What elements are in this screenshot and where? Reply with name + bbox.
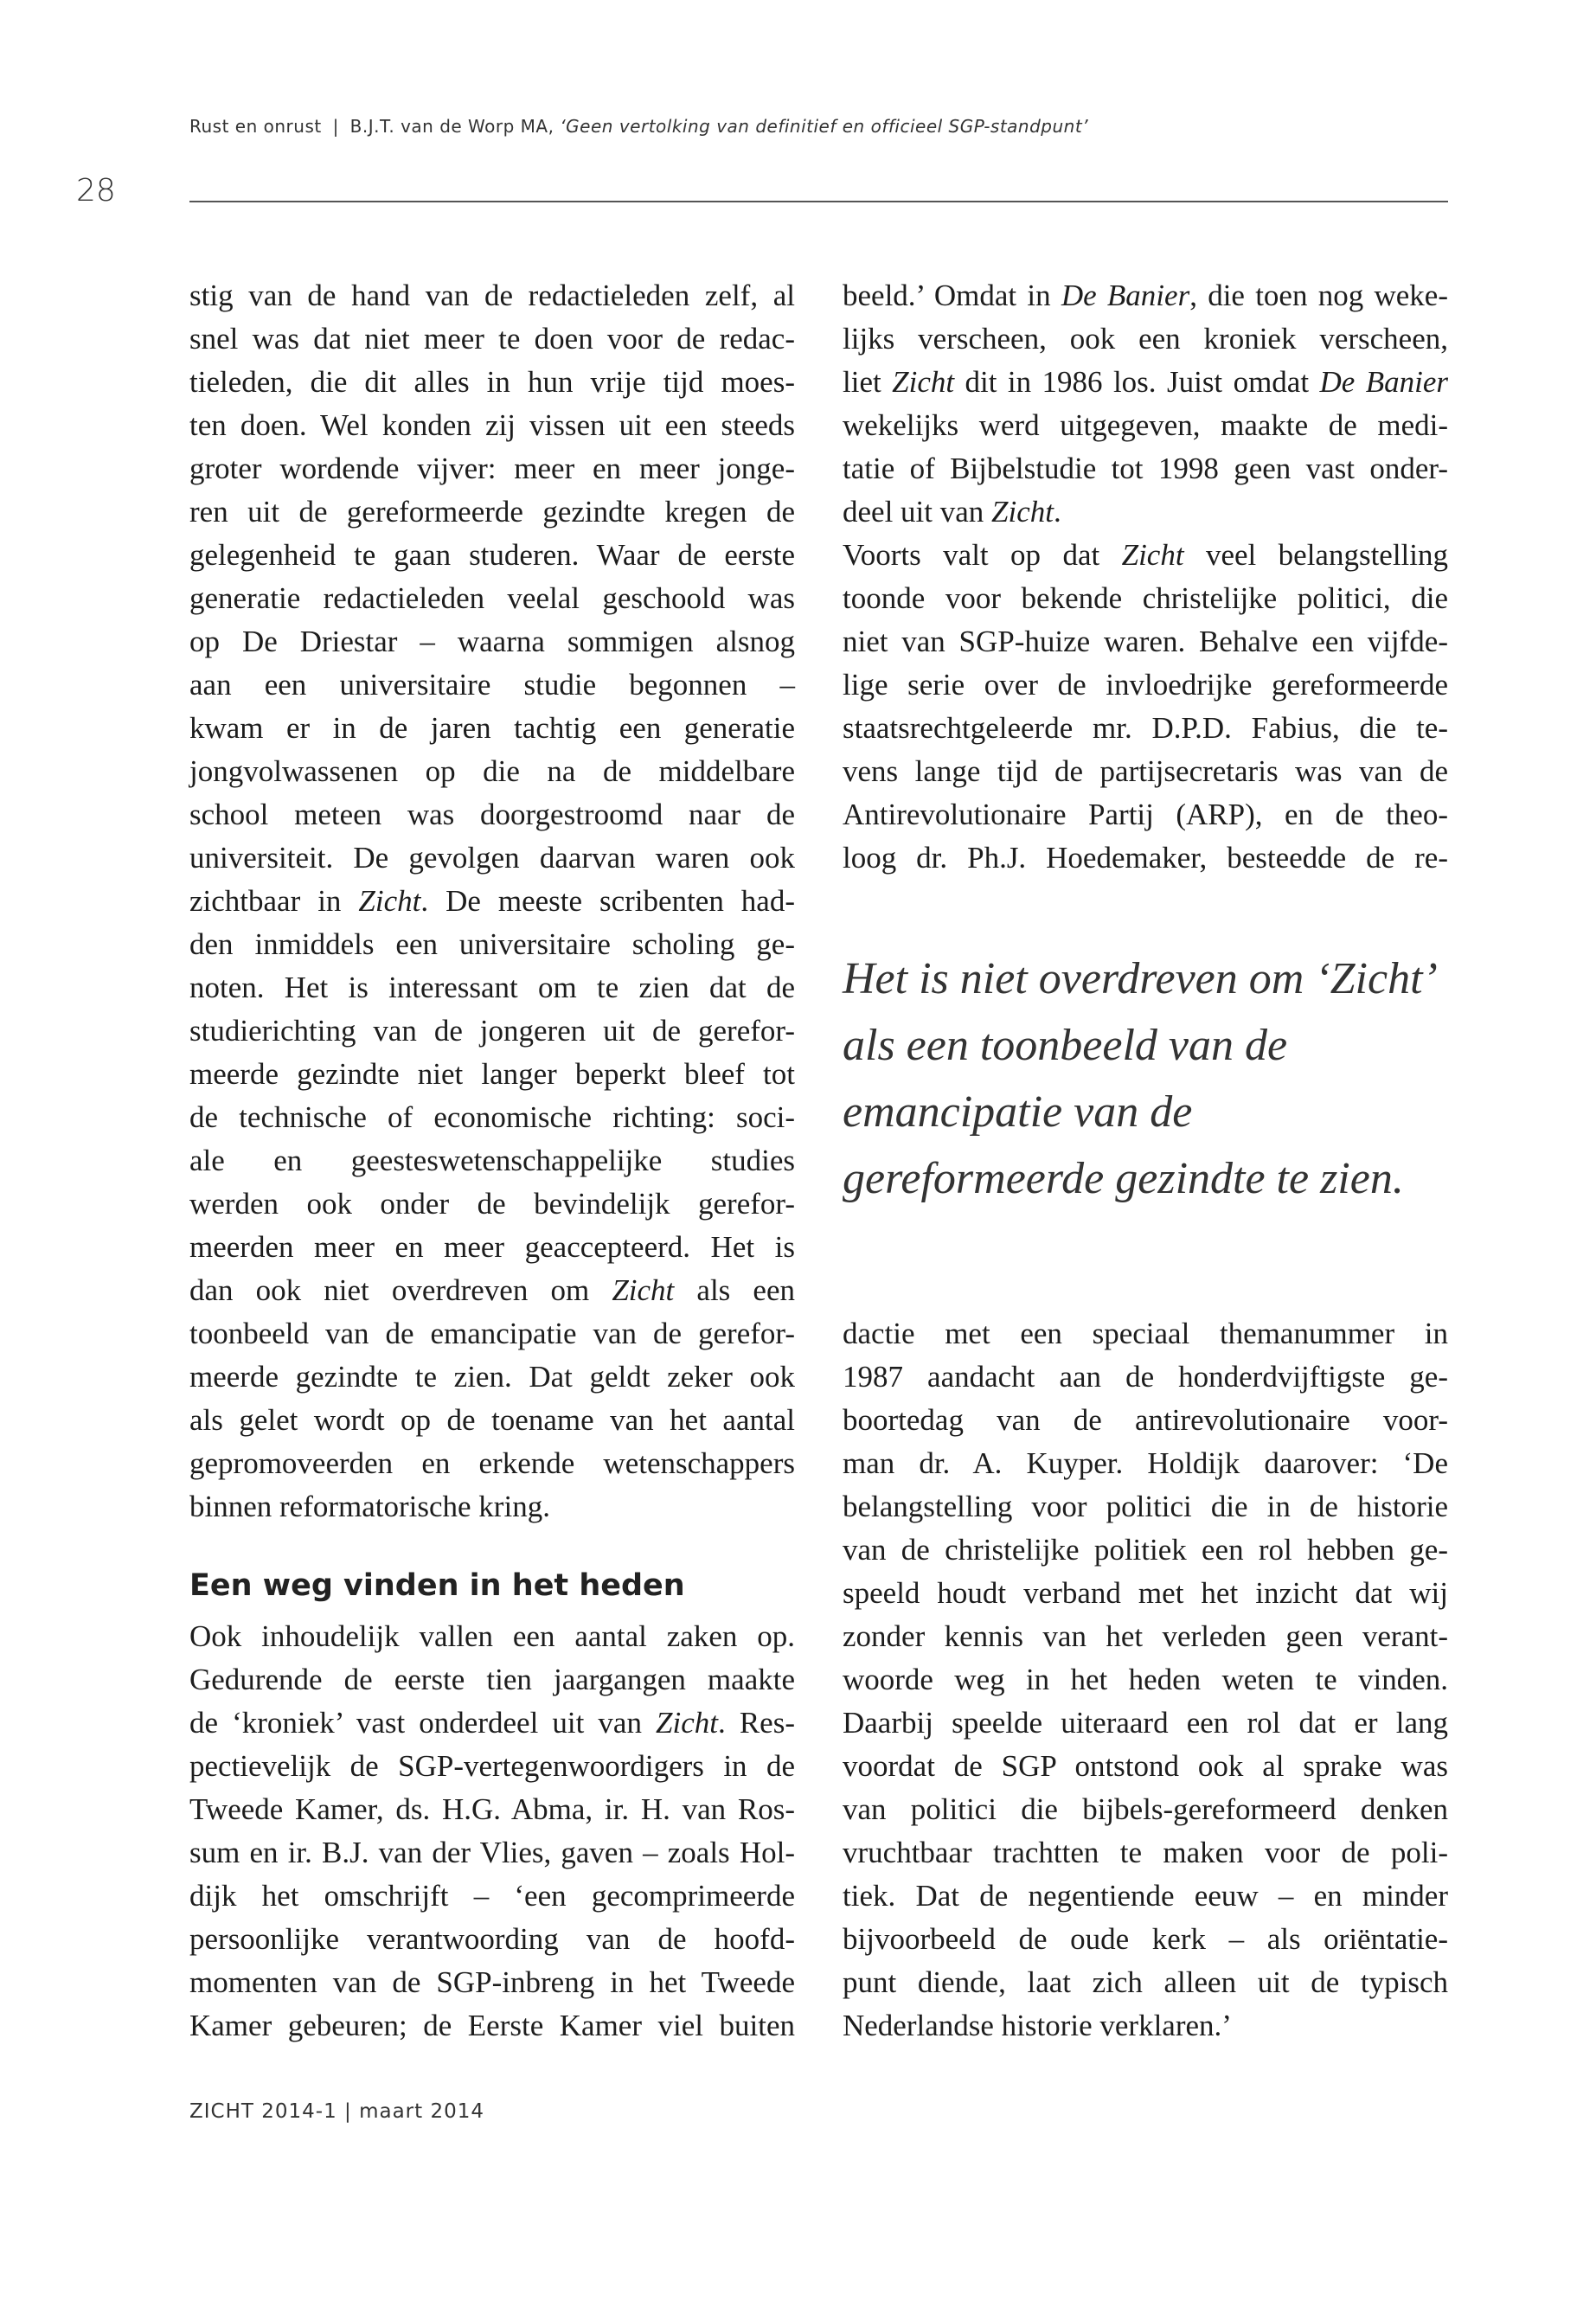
text-segment: studierichting van de jongeren uit de gerefor- — [189, 1014, 795, 1048]
pull-quote-line: Het is niet overdreven om ‘Zicht’ — [843, 954, 1438, 1003]
text-segment: dactie met een speciaal themanummer in — [843, 1317, 1448, 1350]
text-line — [843, 490, 1448, 534]
italic-text: Zicht — [991, 495, 1054, 529]
text-line — [843, 1788, 1448, 1831]
text-segment: Ook inhoudelijk vallen een aantal zaken op. — [189, 1619, 795, 1653]
text-segment: punt diende, laat zich alleen uit de typisch — [843, 1965, 1448, 1999]
text-line — [189, 1312, 795, 1356]
text-segment: noten. Het is interessant om te zien dat de — [189, 971, 795, 1004]
text-line — [189, 447, 795, 490]
text-line — [843, 361, 1448, 404]
text-line — [843, 577, 1448, 620]
text-line — [843, 447, 1448, 490]
text-segment: de ‘kroniek’ vast onderdeel uit van — [189, 1706, 657, 1740]
text-line — [843, 836, 1448, 880]
text-segment: als gelet wordt op de toename van het aantal — [189, 1403, 795, 1437]
text-segment: ale en geesteswetenschappelijke studies — [189, 1144, 795, 1177]
text-segment: lijks verscheen, ook een kroniek verscheen, — [843, 322, 1448, 356]
text-segment: , die toen nog weke- — [1189, 279, 1448, 312]
text-line — [189, 490, 795, 534]
text-line — [843, 404, 1448, 447]
text-segment: woorde weg in het heden weten te vinden. — [843, 1663, 1448, 1696]
text-segment: vruchtbaar trachtten te maken voor de poli- — [843, 1836, 1448, 1869]
text-segment: dan ook niet overdreven om — [189, 1273, 612, 1307]
text-line — [189, 620, 795, 663]
text-line — [843, 1572, 1448, 1615]
text-segment: toonbeeld van de emancipatie van de gerefor- — [189, 1317, 795, 1350]
text-line — [843, 317, 1448, 361]
text-segment: op De Driestar – waarna sommigen alsnog — [189, 625, 795, 658]
header-separator: | — [332, 116, 339, 137]
text-line — [189, 1183, 795, 1226]
text-segment: Voorts valt op dat — [843, 538, 1122, 572]
text-segment: ren uit de gereformeerde gezindte kregen de — [189, 495, 795, 529]
text-segment: aan een universitaire studie begonnen – — [189, 668, 795, 702]
text-segment: de technische of economische richting: soci- — [189, 1100, 795, 1134]
italic-text: Zicht — [358, 884, 421, 918]
text-segment: van de christelijke politiek een rol hebben ge- — [843, 1533, 1448, 1567]
text-line — [189, 1009, 795, 1053]
pull-quote-line: emancipatie van de — [843, 1087, 1193, 1137]
text-segment: bijvoorbeeld de oude kerk – als oriëntatie- — [843, 1922, 1448, 1956]
right-column-block-2 — [843, 1312, 1448, 2048]
left-column-block-2 — [189, 1615, 795, 2048]
text-segment: Tweede Kamer, ds. H.G. Abma, ir. H. van Ros- — [189, 1792, 795, 1826]
text-segment: . Res- — [718, 1706, 795, 1740]
text-line — [189, 707, 795, 750]
text-line — [843, 1702, 1448, 1745]
text-segment: persoonlijke verantwoording van de hoofd- — [189, 1922, 795, 1956]
text-segment: gepromoveerden en erkende wetenschappers — [189, 1446, 795, 1480]
text-line — [843, 620, 1448, 663]
text-segment: speeld houdt verband met het inzicht dat wij — [843, 1576, 1448, 1610]
text-line — [189, 1918, 795, 1961]
text-segment: veel belangstelling — [1183, 538, 1448, 572]
text-line — [843, 707, 1448, 750]
text-line — [189, 1269, 795, 1312]
text-line — [189, 923, 795, 966]
text-segment: van politici die bijbels-gereformeerd denken — [843, 1792, 1448, 1826]
text-line — [189, 1139, 795, 1183]
text-segment: 1987 aandacht aan de honderdvijftigste ge- — [843, 1360, 1448, 1394]
italic-text: De Banier — [1319, 365, 1448, 399]
text-segment: . De meeste scribenten had- — [420, 884, 795, 918]
text-segment: school meteen was doorgestroomd naar de — [189, 798, 795, 831]
text-line — [189, 880, 795, 923]
text-line — [843, 1399, 1448, 1442]
text-segment: wekelijks werd uitgegeven, maakte de medi- — [843, 408, 1448, 442]
text-segment: boortedag van de antirevolutionaire voor- — [843, 1403, 1448, 1437]
text-segment: dijk het omschrijft – ‘een gecomprimeerde — [189, 1879, 795, 1913]
text-segment: als een — [674, 1273, 795, 1307]
text-line — [189, 404, 795, 447]
pull-quote-line: als een toonbeeld van de — [843, 1021, 1288, 1070]
text-line — [189, 1702, 795, 1745]
text-segment: Nederlandse historie verklaren.’ — [843, 2009, 1232, 2042]
text-line — [843, 534, 1448, 577]
section-heading: Een weg vinden in het heden — [189, 1568, 685, 1603]
text-segment: den inmiddels een universitaire scholing ge- — [189, 927, 795, 961]
right-column-block-1 — [843, 274, 1448, 880]
text-segment: pectievelijk de SGP-vertegenwoordigers in de — [189, 1749, 795, 1783]
text-line — [843, 663, 1448, 707]
text-segment: kwam er in de jaren tachtig een generatie — [189, 711, 795, 745]
text-segment: tiek. Dat de negentiende eeuw – en minder — [843, 1879, 1448, 1913]
header-title: ‘Geen vertolking van definitief en officieel SGP-standpunt’ — [560, 116, 1089, 137]
running-header — [189, 116, 1088, 137]
text-line — [189, 1788, 795, 1831]
text-line — [189, 1875, 795, 1918]
text-segment: zichtbaar in — [189, 884, 359, 918]
text-segment: meerden meer en meer geaccepteerd. Het is — [189, 1230, 795, 1264]
text-segment: jongvolwassenen op die na de middelbare — [189, 754, 795, 788]
text-line — [189, 2004, 795, 2048]
text-line — [189, 1658, 795, 1702]
text-line — [843, 1442, 1448, 1485]
text-line — [189, 750, 795, 793]
text-segment: lige serie over de invloedrijke gereformeerde — [843, 668, 1448, 702]
text-segment: generatie redactieleden veelal geschoold was — [189, 581, 795, 615]
left-column-block-1 — [189, 274, 795, 1529]
text-segment: meerde gezindte te zien. Dat geldt zeker ook — [189, 1360, 795, 1394]
text-line — [189, 274, 795, 317]
header-section: Rust en onrust — [189, 116, 322, 137]
text-segment: tieleden, die dit alles in hun vrije tijd moes- — [189, 365, 795, 399]
text-line — [189, 1053, 795, 1096]
text-line — [843, 1875, 1448, 1918]
text-segment: stig van de hand van de redactieleden zelf, al — [189, 279, 795, 312]
text-segment: Daarbij speelde uiteraard een rol dat er lang — [843, 1706, 1448, 1740]
text-segment: Kamer gebeuren; de Eerste Kamer viel buiten — [189, 2009, 795, 2042]
text-segment: voordat de SGP ontstond ook al sprake was — [843, 1749, 1448, 1783]
text-line — [843, 1961, 1448, 2004]
italic-text: Zicht — [1121, 538, 1184, 572]
text-segment: snel was dat niet meer te doen voor de redac- — [189, 322, 795, 356]
text-segment: beeld.’ Omdat in — [843, 279, 1061, 312]
text-line — [189, 361, 795, 404]
italic-text: Zicht — [656, 1706, 718, 1740]
text-line — [189, 793, 795, 836]
text-line — [189, 1831, 795, 1875]
text-segment: deel uit van — [843, 495, 992, 529]
italic-text: Zicht — [612, 1273, 675, 1307]
text-line — [843, 1529, 1448, 1572]
text-line — [189, 836, 795, 880]
text-line — [189, 577, 795, 620]
text-segment: toonde voor bekende christelijke politici, die — [843, 581, 1448, 615]
text-line — [189, 1096, 795, 1139]
text-segment: sum en ir. B.J. van der Vlies, gaven – zoals Hol- — [189, 1836, 795, 1869]
text-line — [843, 2004, 1448, 2048]
text-line — [843, 1658, 1448, 1702]
text-line — [189, 1399, 795, 1442]
text-line — [843, 1356, 1448, 1399]
text-segment: meerde gezindte niet langer beperkt bleef tot — [189, 1057, 795, 1091]
text-line — [189, 317, 795, 361]
text-segment: gelegenheid te gaan studeren. Waar de eerste — [189, 538, 795, 572]
text-line — [189, 966, 795, 1009]
text-line — [843, 1745, 1448, 1788]
text-segment: Gedurende de eerste tien jaargangen maakte — [189, 1663, 795, 1696]
text-segment: binnen reformatorische kring. — [189, 1490, 550, 1523]
text-segment: man dr. A. Kuyper. Holdijk daarover: ‘De — [843, 1446, 1448, 1480]
text-line — [843, 1312, 1448, 1356]
text-line — [843, 1918, 1448, 1961]
text-line — [189, 1226, 795, 1269]
pull-quote-line: gereformeerde gezindte te zien. — [843, 1154, 1404, 1203]
text-line — [843, 793, 1448, 836]
text-line — [843, 274, 1448, 317]
text-segment: . — [1053, 495, 1061, 529]
text-segment: momenten van de SGP-inbreng in het Tweede — [189, 1965, 795, 1999]
text-segment: ten doen. Wel konden zij vissen uit een steeds — [189, 408, 795, 442]
text-line — [189, 1356, 795, 1399]
italic-text: Zicht — [892, 365, 955, 399]
footer-issue: ZICHT 2014-1 | maart 2014 — [189, 2100, 485, 2123]
text-segment: universiteit. De gevolgen daarvan waren ook — [189, 841, 795, 875]
text-segment: groter wordende vijver: meer en meer jonge- — [189, 452, 795, 485]
text-line — [189, 1442, 795, 1485]
text-line — [843, 1615, 1448, 1658]
text-segment: loog dr. Ph.J. Hoedemaker, besteedde de re- — [843, 841, 1448, 875]
text-line — [189, 1745, 795, 1788]
text-line — [189, 534, 795, 577]
text-line — [189, 1961, 795, 2004]
text-segment: staatsrechtgeleerde mr. D.P.D. Fabius, die te- — [843, 711, 1448, 745]
text-line — [843, 750, 1448, 793]
text-segment: Antirevolutionaire Partij (ARP), en de theo- — [843, 798, 1448, 831]
text-line — [189, 1485, 795, 1529]
header-rule — [189, 201, 1448, 202]
text-line — [189, 1615, 795, 1658]
text-line — [843, 1831, 1448, 1875]
pull-quote — [843, 945, 1465, 1212]
header-author: B.J.T. van de Worp MA, — [349, 116, 554, 137]
text-segment: niet van SGP-huize waren. Behalve een vijfde- — [843, 625, 1448, 658]
text-segment: werden ook onder de bevindelijk gerefor- — [189, 1187, 795, 1221]
page-number: 28 — [76, 173, 116, 208]
text-segment: tatie of Bijbelstudie tot 1998 geen vast onder- — [843, 452, 1448, 485]
text-line — [843, 1485, 1448, 1529]
text-segment: belangstelling voor politici die in de historie — [843, 1490, 1448, 1523]
italic-text: De Banier — [1061, 279, 1190, 312]
text-segment: dit in 1986 los. Juist omdat — [954, 365, 1320, 399]
text-segment: vens lange tijd de partijsecretaris was van de — [843, 754, 1448, 788]
text-segment: zonder kennis van het verleden geen verant- — [843, 1619, 1448, 1653]
text-line — [189, 663, 795, 707]
text-segment: liet — [843, 365, 893, 399]
